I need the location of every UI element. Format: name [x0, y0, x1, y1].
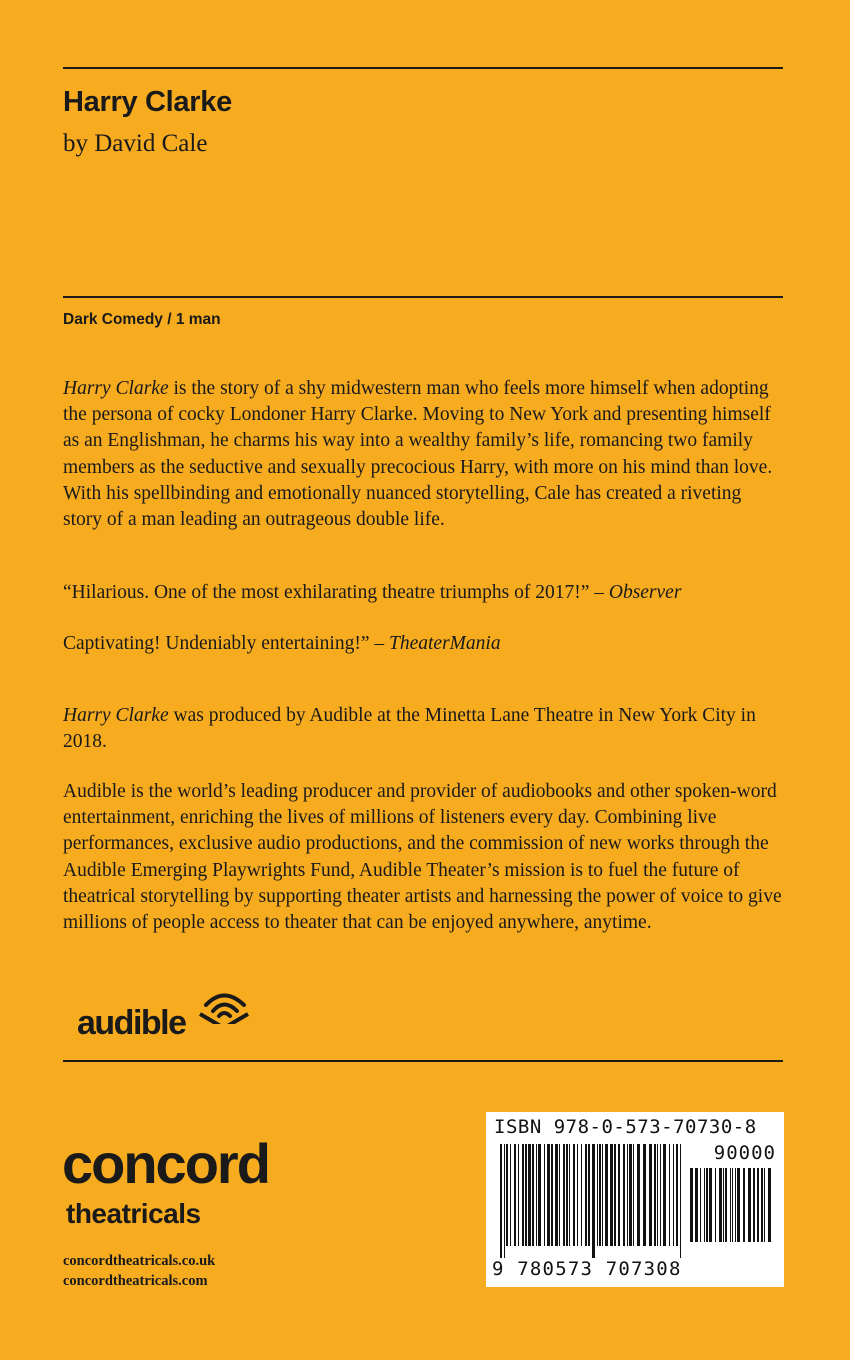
ean-digits: 9 780573 707308	[492, 1258, 682, 1280]
barcode-bar	[506, 1144, 508, 1246]
barcode-bar	[581, 1144, 582, 1246]
barcode-bar	[732, 1168, 733, 1242]
barcode-bar	[602, 1144, 603, 1246]
barcode-bar	[757, 1168, 759, 1242]
barcode-bar	[669, 1144, 670, 1246]
isbn-text: ISBN 978-0-573-70730-8	[494, 1116, 757, 1138]
book-title: Harry Clarke	[63, 86, 232, 118]
barcode-bar	[547, 1144, 550, 1246]
top-rule	[63, 67, 783, 69]
barcode-bar	[657, 1144, 658, 1246]
barcode-bar	[695, 1168, 698, 1242]
production-title: Harry Clarke	[63, 705, 169, 726]
barcode-bar	[500, 1144, 502, 1258]
barcode-bar	[597, 1144, 598, 1246]
barcode-bar	[643, 1144, 646, 1246]
barcode-bar	[753, 1168, 755, 1242]
barcode-bar	[528, 1144, 531, 1246]
barcode-bar	[610, 1144, 613, 1246]
synopsis-text: is the story of a shy midwestern man who feels more himself when adopting the persona of cocky Londoner Harry Clarke. Moving to New York and presenting himself as an Englishman, he charms his way into a wealthy family’s life, romancing two family members as the seductive and sexually precocious Harry, with more on his mind than love. With his spellbinding and emotionally nuanced storytelling, Cale has created a riveting story of a man leading an outrageous double life.	[63, 378, 773, 531]
barcode-bar	[532, 1144, 534, 1246]
publisher-name: concord	[62, 1132, 269, 1195]
barcode-bar	[663, 1144, 666, 1246]
barcode-bar	[585, 1144, 587, 1246]
barcode-bar	[577, 1144, 578, 1246]
barcode-bar	[706, 1168, 708, 1242]
barcode-bar	[538, 1144, 541, 1246]
barcode-bar	[735, 1168, 736, 1242]
barcode-bar	[719, 1168, 722, 1242]
barcode-bar	[654, 1144, 656, 1246]
book-author: by David Cale	[63, 130, 208, 157]
about-audible-paragraph: Audible is the world’s leading producer and provider of audiobooks and other spoken-word entertainment, enriching the lives of millions of listeners every day. Combining live performances, exclusive audio productions, and the commission of new works through the Audible Emerging Playwrights Fund, Audible Theater’s mission is to fuel the future of theatrical storytelling by supporting theater artists and harnessing the power of voice to give millions of people access to theater that can be enjoyed anywhere, anytime.	[63, 781, 782, 934]
barcode-bar	[623, 1144, 625, 1246]
barcode-bar	[748, 1168, 751, 1242]
barcode-bar	[660, 1144, 661, 1246]
barcode-bar	[700, 1168, 701, 1242]
barcode-bar	[614, 1144, 616, 1246]
barcode-bar	[627, 1144, 628, 1246]
barcode-bar	[637, 1144, 640, 1246]
barcode-bar	[730, 1168, 731, 1242]
barcode-bar	[588, 1144, 590, 1246]
barcode-bar	[709, 1168, 712, 1242]
barcode-bar	[768, 1168, 771, 1242]
barcode-bars	[500, 1144, 686, 1258]
barcode-bar	[566, 1144, 568, 1246]
barcode	[486, 1112, 784, 1287]
barcode-bar	[723, 1168, 724, 1242]
barcode-bar	[764, 1168, 765, 1242]
barcode-bar	[569, 1144, 570, 1246]
barcode-bar	[599, 1144, 601, 1246]
barcode-bar	[525, 1144, 527, 1246]
barcode-bar	[704, 1168, 705, 1242]
quote-source: TheaterMania	[389, 633, 501, 654]
production-paragraph: Harry Clarke was produced by Audible at the Minetta Lane Theatre in New York City in 2018.	[63, 705, 756, 753]
barcode-bar	[761, 1168, 763, 1242]
barcode-bar	[649, 1144, 652, 1246]
barcode-bar	[633, 1144, 634, 1246]
barcode-bar	[555, 1144, 558, 1246]
barcode-bar	[563, 1144, 565, 1246]
audible-waves-icon	[196, 988, 252, 1024]
barcode-bar	[737, 1168, 740, 1242]
barcode-bar	[725, 1168, 727, 1242]
barcode-bar	[629, 1144, 632, 1246]
genre-rule	[63, 296, 783, 298]
quote-theatermania: Captivating! Undeniably entertaining!” – TheaterMania	[63, 633, 501, 654]
publisher-url-com: concordtheatricals.com	[63, 1273, 208, 1289]
publisher-url-uk: concordtheatricals.co.uk	[63, 1253, 216, 1269]
audible-logo: audible	[77, 1004, 186, 1042]
genre-label: Dark Comedy / 1 man	[63, 311, 221, 328]
synopsis-paragraph	[63, 376, 785, 533]
barcode-bar	[680, 1144, 681, 1258]
bottom-rule	[63, 1060, 783, 1062]
barcode-bar	[690, 1168, 693, 1242]
barcode-bar	[551, 1144, 553, 1246]
barcode-bar	[518, 1144, 519, 1246]
barcode-bar	[592, 1144, 595, 1258]
barcode-bar	[510, 1144, 511, 1246]
price-code: 90000	[713, 1142, 776, 1164]
barcode-bar	[544, 1144, 545, 1246]
publisher-subname: theatricals	[66, 1198, 201, 1229]
quote-source: Observer	[608, 582, 682, 603]
barcode-bar	[573, 1144, 575, 1246]
barcode-addon-bars	[690, 1168, 772, 1254]
barcode-bar	[715, 1168, 716, 1242]
synopsis-title: Harry Clarke	[63, 378, 169, 399]
barcode-bar	[673, 1144, 674, 1246]
quote-observer: “Hilarious. One of the most exhilarating theatre triumphs of 2017!” – Observer	[63, 582, 682, 603]
barcode-bar	[536, 1144, 537, 1246]
barcode-bar	[514, 1144, 516, 1246]
barcode-bar	[618, 1144, 620, 1246]
barcode-bar	[676, 1144, 678, 1246]
barcode-bar	[743, 1168, 745, 1242]
barcode-bar	[605, 1144, 608, 1246]
barcode-bar	[559, 1144, 560, 1246]
barcode-bar	[504, 1144, 505, 1258]
barcode-bar	[522, 1144, 524, 1246]
